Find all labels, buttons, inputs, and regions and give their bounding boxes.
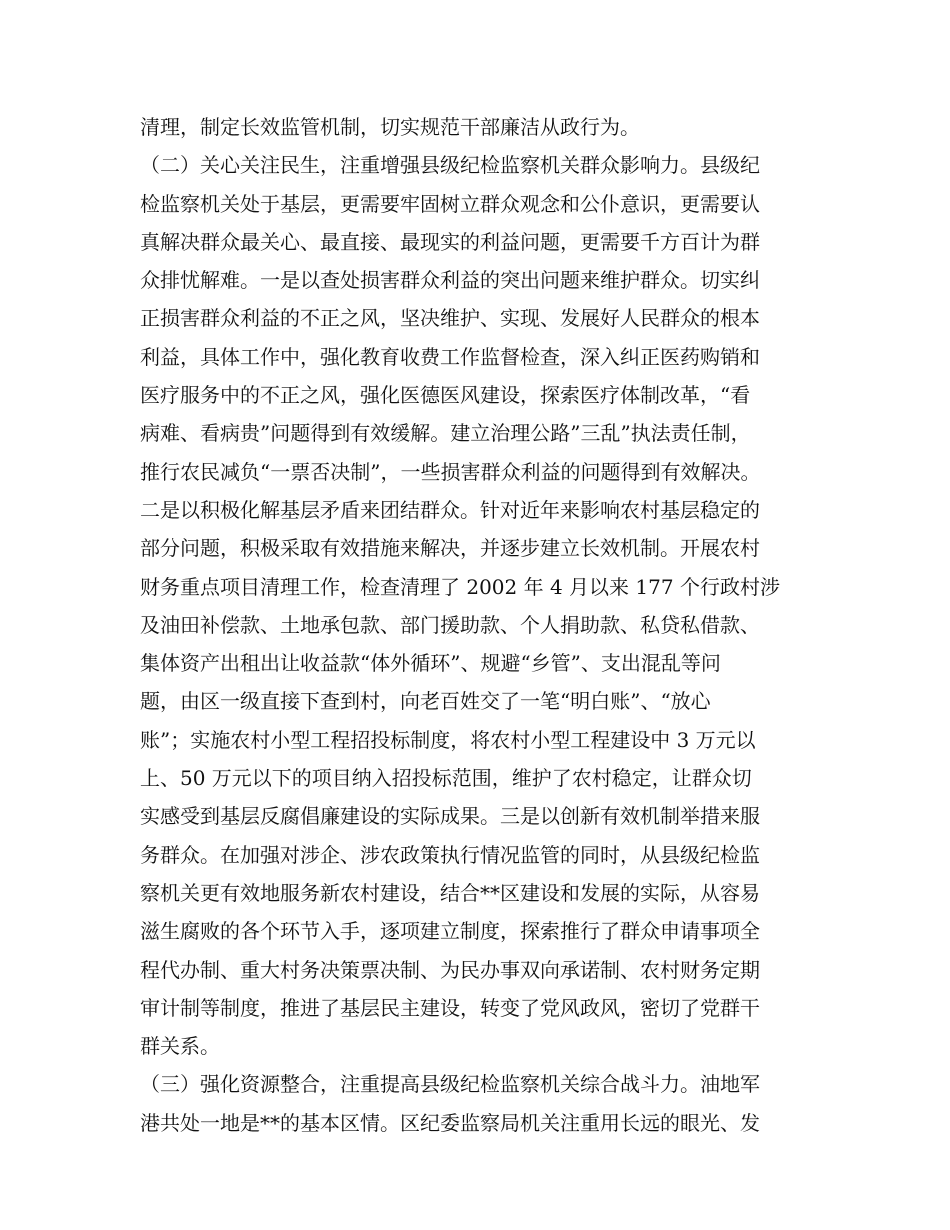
text-line: 病难、看病贵”问题得到有效缓解。建立治理公路”三乱”执法责任制， [140,421,751,446]
text-line: 及油田补偿款、土地承包款、部门援助款、个人捐助款、私贷私借款、 [140,612,760,637]
text-line: 清理，制定长效监管机制，切实规范干部廉洁从政行为。 [140,115,640,139]
text-line: （三）强化资源整合，注重提高县级纪检监察机关综合战斗力。油地军 [140,1072,760,1097]
text-line: 群关系。 [140,1034,220,1059]
text-line: 医疗服务中的不正之风，强化医德医风建设，探索医疗体制改革，“看 [140,383,751,408]
text-line: 上、50 万元以下的项目纳入招投标范围，维护了农村稳定，让群众切 [140,766,752,791]
text-line: 务群众。在加强对涉企、涉农政策执行情况监管的同时，从县级纪检监 [140,842,760,867]
text-line: （二）关心关注民生，注重增强县级纪检监察机关群众影响力。县级纪 [140,153,760,178]
text-line: 部分问题，积极采取有效措施来解决，并逐步建立长效机制。开展农村 [140,536,760,561]
text-line: 检监察机关处于基层，更需要牢固树立群众观念和公仆意识，更需要认 [140,191,760,216]
text-line: 集体资产出租出让收益款“体外循环”、规避“乡管”、支出混乱等问 [140,651,721,676]
text-line: 正损害群众利益的不正之风，坚决维护、实现、发展好人民群众的根本 [140,306,760,331]
text-line: 实感受到基层反腐倡廉建设的实际成果。三是以创新有效机制举措来服 [140,804,760,829]
text-line: 财务重点项目清理工作，检查清理了 2002 年 4 月以来 177 个行政村涉 [140,574,780,599]
text-line: 账”；实施农村小型工程招投标制度，将农村小型工程建设中 3 万元以 [140,727,756,752]
text-line: 题，由区一级直接下查到村，向老百姓交了一笔“明白账”、“放心 [140,689,711,714]
text-line: 二是以积极化解基层矛盾来团结群众。针对近年来影响农村基层稳定的 [140,497,760,522]
text-line: 推行农民减负“一票否决制”，一些损害群众利益的问题得到有效解决。 [140,459,761,484]
body-text [140,108,830,1142]
text-line: 察机关更有效地服务新农村建设，结合**区建设和发展的实际，从容易 [140,880,760,905]
text-line: 众排忧解难。一是以查处损害群众利益的突出问题来维护群众。切实纠 [140,268,760,293]
text-line: 真解决群众最关心、最直接、最现实的利益问题，更需要千方百计为群 [140,229,760,254]
text-line: 滋生腐败的各个环节入手，逐项建立制度，探索推行了群众申请事项全 [140,919,760,944]
text-line: 利益，具体工作中，强化教育收费工作监督检查，深入纠正医药购销和 [140,344,760,369]
text-line: 程代办制、重大村务决策票决制、为民办事双向承诺制、农村财务定期 [140,957,760,982]
text-line: 港共处一地是**的基本区情。区纪委监察局机关注重用长远的眼光、发 [140,1110,760,1135]
text-line: 审计制等制度，推进了基层民主建设，转变了党风政风，密切了党群干 [140,995,760,1020]
